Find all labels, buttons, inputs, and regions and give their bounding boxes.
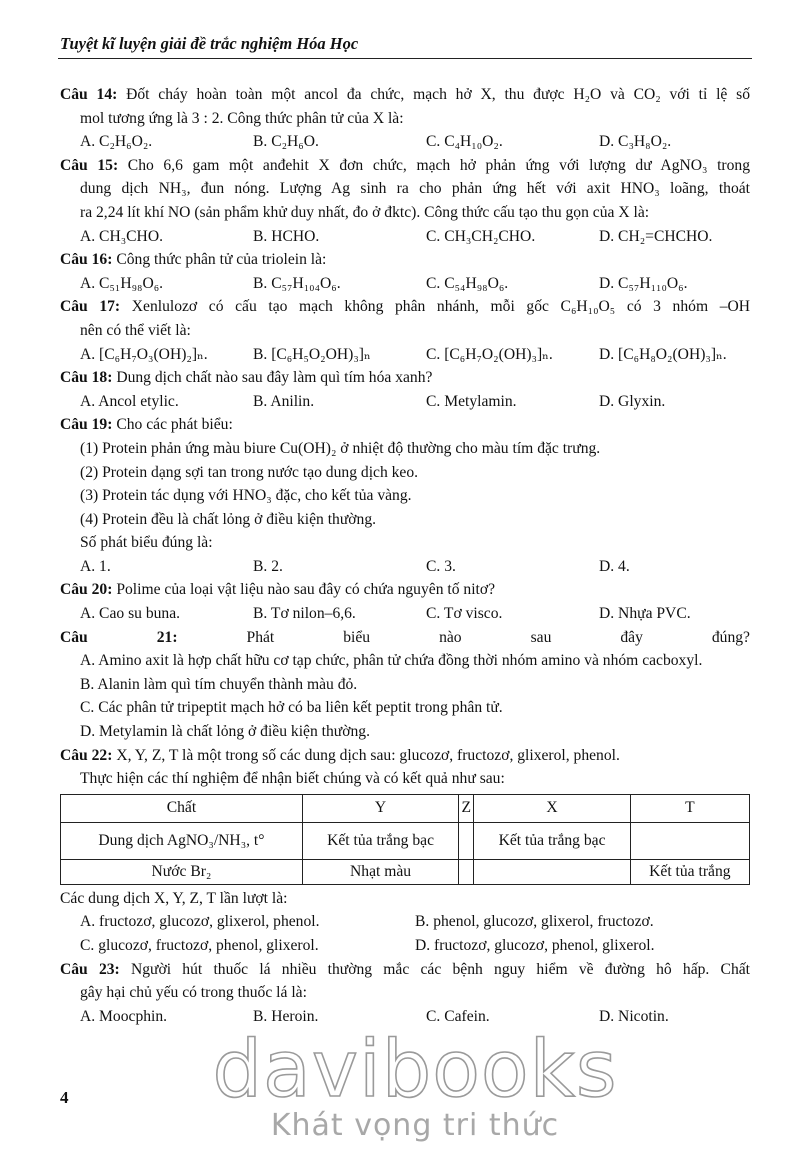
question (60, 413, 750, 578)
answer-option[interactable]: D. C₃H₈O₂. (599, 133, 672, 151)
question-stem-text: Đốt cháy hoàn toàn một ancol đa chức, mạch hở X, thu được H₂O và CO₂ với tỉ lệ số (126, 86, 750, 103)
table-cell: Kết tủa trắng bạc (474, 822, 630, 859)
answer-option[interactable]: C. CH₃CH₂CHO. (426, 227, 536, 245)
question-list (60, 83, 750, 1028)
table-cell (459, 859, 474, 884)
answer-option[interactable]: B. 2. (253, 557, 283, 575)
answer-option[interactable]: D. 4. (599, 557, 630, 575)
question-stem-line (60, 319, 750, 343)
question-stem-text: mol tương ứng là 3 : 2. Công thức phân tử của X là: (80, 109, 404, 127)
question (60, 958, 750, 1029)
answer-option[interactable]: A. [C₆H₇O₃(OH)₂]ₙ. (80, 345, 208, 363)
question-stem-line (60, 366, 750, 390)
answer-options (60, 555, 750, 579)
table-header-row (61, 794, 750, 822)
answer-option[interactable]: D. fructozơ, glucozơ, phenol, glixerol. (415, 937, 655, 954)
question-stem-line (60, 83, 750, 107)
answer-options (60, 934, 750, 958)
header-rule (58, 58, 752, 59)
question-label: Câu 18: (60, 369, 113, 387)
answer-option[interactable]: D. Glyxin. (599, 392, 666, 410)
question-label: Câu 17: (60, 298, 121, 316)
question-label: Câu 16: (60, 251, 113, 269)
question (60, 248, 750, 295)
question-stem-line (60, 626, 750, 650)
question-stem-line (60, 295, 750, 319)
answer-option[interactable]: C. Các phân tử tripeptit mạch hở có ba liên kết peptit trong phân tử. (80, 699, 503, 717)
answer-option[interactable]: A. CH₃CHO. (80, 227, 163, 245)
table-row (61, 859, 750, 884)
statement: Số phát biểu đúng là: (80, 534, 213, 552)
table-header-cell: Y (302, 794, 458, 822)
question (60, 83, 750, 154)
table-cell: Kết tủa trắng (630, 859, 749, 884)
question-stem-line (60, 154, 750, 178)
page-number: 4 (60, 1088, 69, 1107)
answer-option[interactable]: D. [C₆H₈O₂(OH)₃]ₙ. (599, 345, 727, 363)
question-stem-text: Dung dịch chất nào sau đây làm quì tím hóa xanh? (116, 369, 433, 387)
question-label: Câu 21: (60, 628, 178, 646)
answer-option[interactable]: A. Ancol etylic. (80, 392, 179, 410)
question-stem-line (60, 413, 750, 437)
question (60, 626, 750, 744)
question-stem-line (60, 578, 750, 602)
question (60, 744, 750, 958)
question-stem-line (60, 958, 750, 982)
question-label: Câu 20: (60, 581, 113, 599)
table-header-cell: X (474, 794, 630, 822)
question-stem-text: Phát biểu nào sau đây đúng? (246, 628, 750, 646)
question-prompt: Các dung dịch X, Y, Z, T lần lượt là: (60, 889, 288, 907)
answer-options (60, 343, 750, 367)
statement: (4) Protein đều là chất lỏng ở điều kiện thường. (80, 510, 377, 528)
table-cell (474, 859, 630, 884)
question-stem-text: Công thức phân tử của triolein là: (116, 251, 327, 269)
question-stem-text: nên có thể viết là: (80, 321, 191, 339)
watermark-slogan: Khát vọng tri thức (270, 1108, 560, 1143)
question-label: Câu 22: (60, 746, 113, 764)
results-table (60, 794, 750, 885)
answer-option[interactable]: B. Tơ nilon–6,6. (253, 605, 356, 623)
table-header-cell: T (630, 794, 749, 822)
answer-option[interactable]: D. CH₂=CHCHO. (599, 227, 713, 245)
question-stem-text: ra 2,24 lít khí NO (sản phẩm khử duy nhất, đo ở đktc). Công thức cấu tạo thu gọn của X là: (80, 203, 650, 221)
answer-option[interactable]: C. Cafein. (426, 1007, 490, 1025)
question-stem-text: Cho các phát biểu: (116, 416, 233, 434)
table-cell: Nước Br₂ (61, 859, 303, 884)
answer-option[interactable]: C. [C₆H₇O₂(OH)₃]ₙ. (426, 345, 553, 363)
answer-option[interactable]: A. Cao su buna. (80, 605, 181, 623)
answer-option[interactable]: C. C₅₄H₉₈O₆. (426, 274, 509, 292)
question-stem-line (60, 248, 750, 272)
answer-option[interactable]: C. 3. (426, 557, 456, 575)
answer-option[interactable]: A. 1. (80, 557, 111, 575)
question-label: Câu 23: (60, 960, 120, 978)
answer-option[interactable]: C. glucozơ, fructozơ, phenol, glixerol. (80, 937, 319, 954)
question-label: Câu 15: (60, 156, 119, 174)
answer-option[interactable]: C. Tơ visco. (426, 605, 503, 623)
answer-option[interactable]: D. Nicotin. (599, 1007, 669, 1025)
answer-options (60, 910, 750, 934)
answer-option[interactable]: B. Anilin. (253, 392, 315, 410)
question-stem-line (60, 177, 750, 201)
question-stem-text: Người hút thuốc lá nhiều thường mắc các bệnh nguy hiểm về đường hô hấp. Chất (130, 960, 750, 978)
question-stem-text: Cho 6,6 gam một anđehit X đơn chức, mạch hở phản ứng với lượng dư AgNO₃ trong (127, 156, 750, 174)
watermark-logo: davibooks (212, 1025, 618, 1115)
table-cell: Kết tủa trắng bạc (302, 822, 458, 859)
statement: (2) Protein dạng sợi tan trong nước tạo dung dịch keo. (80, 463, 419, 481)
question-stem-line (60, 201, 750, 225)
answer-option[interactable]: D. Metylamin là chất lỏng ở điều kiện thường. (80, 723, 370, 741)
statement: Thực hiện các thí nghiệm để nhận biết chúng và có kết quả như sau: (80, 770, 505, 788)
answer-options (60, 649, 750, 743)
answer-option[interactable]: B. Alanin làm quì tím chuyển thành màu đỏ. (80, 675, 358, 693)
answer-options (60, 1005, 750, 1029)
question (60, 295, 750, 366)
table-cell: Dung dịch AgNO₃/NH₃, t° (61, 822, 303, 859)
answer-option[interactable]: D. Nhựa PVC. (599, 605, 691, 623)
question (60, 578, 750, 625)
question-stem-line (60, 981, 750, 1005)
question (60, 366, 750, 413)
table-header-cell: Z (459, 794, 474, 822)
question-stem-text: Polime của loại vật liệu nào sau đây có chứa nguyên tố nitơ? (116, 581, 496, 599)
answer-option[interactable]: A. Moocphin. (80, 1007, 168, 1025)
answer-option[interactable]: A. fructozơ, glucozơ, glixerol, phenol. (80, 913, 320, 931)
answer-option[interactable]: A. C₂H₆O₂. (80, 133, 153, 151)
answer-options (60, 602, 750, 626)
question-stem-text: dung dịch NH₃, đun nóng. Lượng Ag sinh ra cho phản ứng hết với axit HNO₃ loãng, thoát (80, 180, 750, 198)
table-row (61, 822, 750, 859)
watermark (205, 1025, 625, 1143)
answer-option[interactable]: B. phenol, glucozơ, glixerol, fructozơ. (415, 913, 654, 931)
answer-options (60, 130, 750, 154)
answer-options (60, 390, 750, 414)
statement: (3) Protein tác dụng với HNO₃ đặc, cho kết tủa vàng. (80, 487, 412, 505)
table-cell (459, 822, 474, 859)
answer-option[interactable]: B. C₅₇H₁₀₄O₆. (253, 274, 341, 292)
answer-option[interactable]: B. C₂H₆O. (253, 133, 319, 151)
table-cell (630, 822, 749, 859)
answer-options (60, 225, 750, 249)
question-stem-line (60, 107, 750, 131)
answer-option[interactable]: B. [C₆H₅O₂OH)₃]ₙ (253, 345, 371, 363)
answer-option[interactable]: D. C₅₇H₁₁₀O₆. (599, 274, 688, 292)
answer-option[interactable]: A. C₅₁H₉₈O₆. (80, 274, 164, 292)
statement: (1) Protein phản ứng màu biure Cu(OH)₂ ở nhiệt độ thường cho màu tím đặc trưng. (80, 439, 601, 457)
table-cell: Nhạt màu (302, 859, 458, 884)
table-header-cell: Chất (61, 794, 303, 822)
question-stem-text: gây hại chủ yếu có trong thuốc lá là: (80, 984, 307, 1002)
question-label: Câu 14: (60, 86, 118, 103)
question-label: Câu 19: (60, 416, 113, 434)
question-stem-text: Xenlulozơ có cấu tạo mạch không phân nhánh, mỗi gốc C₆H₁₀O₅ có 3 nhóm –OH (131, 298, 750, 316)
answer-option[interactable]: C. Metylamin. (426, 392, 517, 410)
answer-option[interactable]: B. HCHO. (253, 227, 320, 245)
answer-option[interactable]: A. Amino axit là hợp chất hữu cơ tạp chức, phân tử chứa đồng thời nhóm amino và nhóm cacboxyl. (80, 652, 703, 670)
answer-option[interactable]: B. Heroin. (253, 1007, 319, 1025)
answer-options (60, 272, 750, 296)
answer-option[interactable]: C. C₄H₁₀O₂. (426, 133, 503, 151)
question-stem-text: X, Y, Z, T là một trong số các dung dịch sau: glucozơ, fructozơ, glixerol, phenol. (116, 746, 620, 764)
question-stem-line (60, 744, 750, 768)
question (60, 154, 750, 248)
running-header: Tuyệt kĩ luyện giải đề trắc nghiệm Hóa Học (60, 34, 359, 53)
